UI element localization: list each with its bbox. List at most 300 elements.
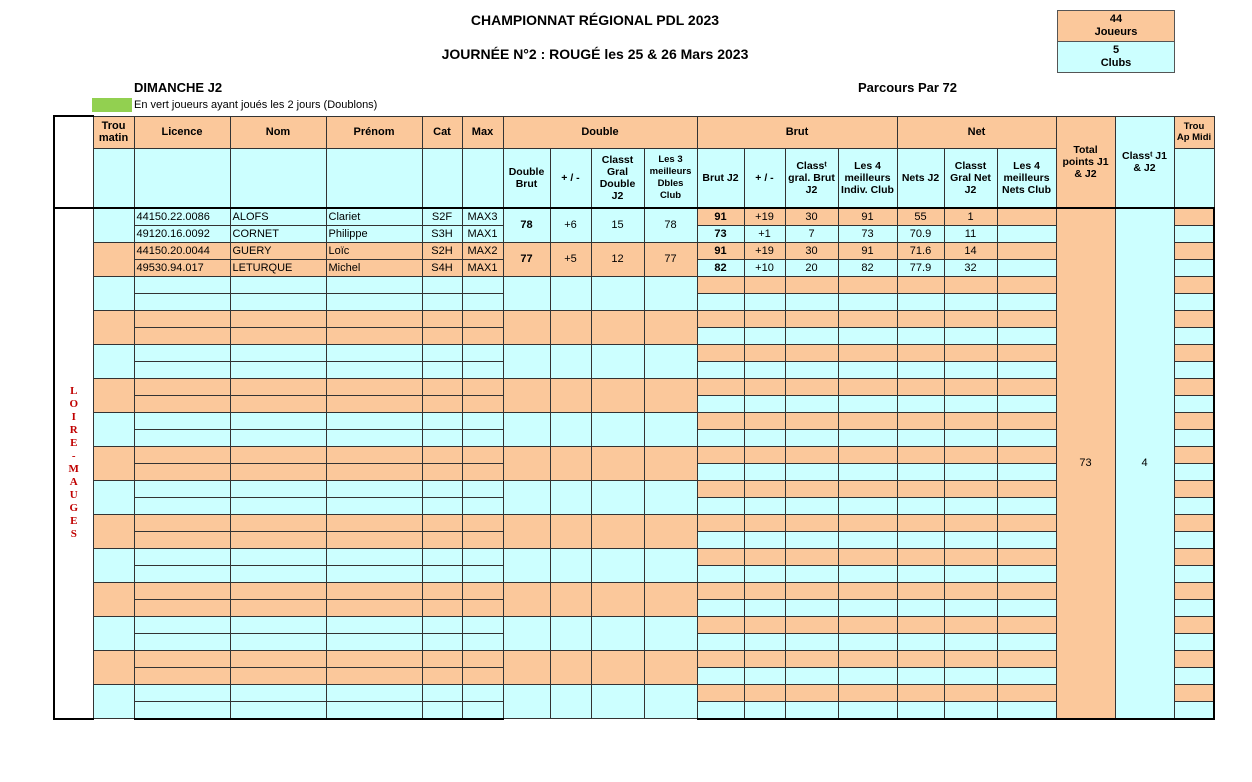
max-cell bbox=[462, 684, 503, 701]
brut-classt-cell bbox=[785, 276, 838, 293]
net-j2-cell bbox=[897, 616, 944, 633]
net-j2-cell bbox=[897, 293, 944, 310]
nom-cell bbox=[230, 684, 326, 701]
licence-cell bbox=[134, 480, 230, 497]
licence-cell bbox=[134, 463, 230, 480]
results-table bbox=[53, 115, 1215, 720]
double-best3-cell bbox=[644, 616, 697, 650]
brut-j2-cell: 91 bbox=[697, 208, 744, 226]
net-j2-cell bbox=[897, 463, 944, 480]
col-nets-j2: Nets J2 bbox=[897, 148, 944, 208]
brut-classt-cell bbox=[785, 599, 838, 616]
double-brut-cell bbox=[503, 684, 550, 719]
prenom-cell bbox=[326, 412, 422, 429]
double-brut-cell bbox=[503, 310, 550, 344]
max-cell bbox=[462, 446, 503, 463]
legend-green-swatch bbox=[92, 98, 132, 112]
max-cell bbox=[462, 276, 503, 293]
brut-best4-cell bbox=[838, 327, 897, 344]
brut-pm-cell: +10 bbox=[744, 259, 785, 276]
licence-cell bbox=[134, 565, 230, 582]
table-row bbox=[54, 412, 1214, 429]
trou-ap-midi-cell bbox=[1174, 684, 1214, 701]
net-classt-cell bbox=[944, 412, 997, 429]
max-cell bbox=[462, 395, 503, 412]
double-classt-cell bbox=[591, 582, 644, 616]
licence-cell: 44150.22.0086 bbox=[134, 208, 230, 226]
max-cell: MAX1 bbox=[462, 225, 503, 242]
cat-cell bbox=[422, 480, 462, 497]
col-brut: Brut bbox=[697, 116, 897, 148]
brut-pm-cell bbox=[744, 497, 785, 514]
prenom-cell: Philippe bbox=[326, 225, 422, 242]
net-j2-cell bbox=[897, 344, 944, 361]
trou-ap-midi-cell bbox=[1174, 514, 1214, 531]
net-best4-cell bbox=[997, 565, 1056, 582]
net-classt-cell bbox=[944, 463, 997, 480]
brut-best4-cell bbox=[838, 378, 897, 395]
prenom-cell bbox=[326, 395, 422, 412]
brut-pm-cell bbox=[744, 633, 785, 650]
trou-ap-midi-cell bbox=[1174, 446, 1214, 463]
brut-best4-cell bbox=[838, 531, 897, 548]
double-brut-cell bbox=[503, 412, 550, 446]
col-les3-dbles: Les 3 meilleurs Dbles Club bbox=[644, 148, 697, 208]
brut-best4-cell bbox=[838, 701, 897, 719]
nom-cell bbox=[230, 276, 326, 293]
cat-cell bbox=[422, 395, 462, 412]
licence-cell bbox=[134, 327, 230, 344]
brut-j2-cell bbox=[697, 276, 744, 293]
licence-cell bbox=[134, 616, 230, 633]
net-best4-cell bbox=[997, 412, 1056, 429]
col-les4-brut: Les 4 meilleurs Indiv. Club bbox=[838, 148, 897, 208]
brut-pm-cell bbox=[744, 276, 785, 293]
double-best3-cell bbox=[644, 480, 697, 514]
prenom-cell bbox=[326, 701, 422, 719]
net-classt-cell bbox=[944, 582, 997, 599]
brut-pm-cell bbox=[744, 616, 785, 633]
net-j2-cell bbox=[897, 395, 944, 412]
double-classt-cell bbox=[591, 480, 644, 514]
brut-j2-cell bbox=[697, 565, 744, 582]
trou-ap-midi-cell bbox=[1174, 378, 1214, 395]
double-pm-cell bbox=[550, 480, 591, 514]
course-label: Parcours Par 72 bbox=[858, 80, 958, 95]
net-j2-cell bbox=[897, 633, 944, 650]
brut-pm-cell bbox=[744, 565, 785, 582]
max-cell bbox=[462, 344, 503, 361]
net-best4-cell bbox=[997, 548, 1056, 565]
net-j2-cell bbox=[897, 446, 944, 463]
prenom-cell bbox=[326, 327, 422, 344]
nom-cell bbox=[230, 650, 326, 667]
net-classt-cell bbox=[944, 293, 997, 310]
cat-cell bbox=[422, 327, 462, 344]
licence-cell bbox=[134, 548, 230, 565]
brut-best4-cell bbox=[838, 310, 897, 327]
net-classt-cell bbox=[944, 650, 997, 667]
brut-pm-cell bbox=[744, 667, 785, 684]
double-best3-cell bbox=[644, 378, 697, 412]
col-prenom: Prénom bbox=[326, 116, 422, 148]
nom-cell bbox=[230, 361, 326, 378]
double-classt-cell bbox=[591, 446, 644, 480]
table-row bbox=[54, 684, 1214, 701]
nom-cell: GUERY bbox=[230, 242, 326, 259]
max-cell bbox=[462, 378, 503, 395]
net-classt-cell bbox=[944, 276, 997, 293]
brut-classt-cell bbox=[785, 565, 838, 582]
prenom-cell bbox=[326, 463, 422, 480]
double-pm-cell bbox=[550, 582, 591, 616]
double-brut-cell: 78 bbox=[503, 208, 550, 243]
brut-j2-cell bbox=[697, 531, 744, 548]
cat-cell bbox=[422, 531, 462, 548]
net-j2-cell bbox=[897, 378, 944, 395]
prenom-cell bbox=[326, 667, 422, 684]
brut-j2-cell bbox=[697, 582, 744, 599]
cat-cell bbox=[422, 667, 462, 684]
cat-cell bbox=[422, 276, 462, 293]
nom-cell: CORNET bbox=[230, 225, 326, 242]
brut-classt-cell bbox=[785, 684, 838, 701]
table-row bbox=[54, 514, 1214, 531]
cat-cell bbox=[422, 582, 462, 599]
trou-ap-midi-cell bbox=[1174, 463, 1214, 480]
double-brut-cell bbox=[503, 514, 550, 548]
double-brut-cell bbox=[503, 446, 550, 480]
double-best3-cell bbox=[644, 276, 697, 310]
trou-matin-cell bbox=[93, 616, 134, 650]
players-label: Joueurs bbox=[1094, 26, 1138, 38]
trou-ap-midi-cell bbox=[1174, 310, 1214, 327]
clubs-label: Clubs bbox=[1100, 57, 1132, 69]
net-classt-cell: 1 bbox=[944, 208, 997, 226]
double-brut-cell bbox=[503, 548, 550, 582]
licence-cell bbox=[134, 395, 230, 412]
brut-j2-cell bbox=[697, 633, 744, 650]
net-j2-cell bbox=[897, 310, 944, 327]
trou-matin-cell bbox=[93, 446, 134, 480]
brut-pm-cell bbox=[744, 412, 785, 429]
net-classt-cell bbox=[944, 429, 997, 446]
net-j2-cell bbox=[897, 650, 944, 667]
brut-j2-cell bbox=[697, 310, 744, 327]
clubs-count: 5 bbox=[1112, 44, 1120, 56]
double-pm-cell bbox=[550, 378, 591, 412]
brut-j2-cell bbox=[697, 497, 744, 514]
cat-cell bbox=[422, 429, 462, 446]
table-row bbox=[54, 208, 1214, 226]
brut-best4-cell bbox=[838, 429, 897, 446]
brut-best4-cell bbox=[838, 463, 897, 480]
nom-cell bbox=[230, 344, 326, 361]
trou-ap-midi-cell bbox=[1174, 599, 1214, 616]
double-classt-cell bbox=[591, 616, 644, 650]
brut-classt-cell bbox=[785, 497, 838, 514]
prenom-cell bbox=[326, 310, 422, 327]
max-cell bbox=[462, 310, 503, 327]
prenom-cell bbox=[326, 548, 422, 565]
trou-ap-midi-cell bbox=[1174, 344, 1214, 361]
double-classt-cell bbox=[591, 548, 644, 582]
brut-best4-cell bbox=[838, 412, 897, 429]
licence-cell bbox=[134, 361, 230, 378]
nom-cell bbox=[230, 531, 326, 548]
prenom-cell bbox=[326, 446, 422, 463]
brut-best4-cell bbox=[838, 565, 897, 582]
brut-best4-cell bbox=[838, 582, 897, 599]
trou-ap-midi-cell bbox=[1174, 395, 1214, 412]
licence-cell bbox=[134, 701, 230, 719]
net-best4-cell bbox=[997, 463, 1056, 480]
trou-matin-cell bbox=[93, 548, 134, 582]
brut-j2-cell bbox=[697, 378, 744, 395]
net-best4-cell bbox=[997, 480, 1056, 497]
double-brut-cell bbox=[503, 344, 550, 378]
net-best4-cell bbox=[997, 429, 1056, 446]
cat-cell bbox=[422, 361, 462, 378]
trou-matin-cell bbox=[93, 310, 134, 344]
brut-j2-cell bbox=[697, 327, 744, 344]
nom-cell bbox=[230, 480, 326, 497]
brut-j2-cell bbox=[697, 480, 744, 497]
double-brut-cell bbox=[503, 650, 550, 684]
net-best4-cell bbox=[997, 225, 1056, 242]
double-pm-cell bbox=[550, 514, 591, 548]
net-j2-cell bbox=[897, 327, 944, 344]
net-classt-cell: 32 bbox=[944, 259, 997, 276]
double-classt-cell bbox=[591, 276, 644, 310]
prenom-cell bbox=[326, 684, 422, 701]
max-cell bbox=[462, 667, 503, 684]
brut-pm-cell bbox=[744, 361, 785, 378]
net-best4-cell bbox=[997, 276, 1056, 293]
nom-cell bbox=[230, 701, 326, 719]
net-best4-cell bbox=[997, 242, 1056, 259]
brut-classt-cell bbox=[785, 463, 838, 480]
double-best3-cell bbox=[644, 344, 697, 378]
net-best4-cell bbox=[997, 208, 1056, 226]
net-classt-cell bbox=[944, 531, 997, 548]
nom-cell bbox=[230, 582, 326, 599]
prenom-cell bbox=[326, 582, 422, 599]
brut-classt-cell bbox=[785, 582, 838, 599]
double-pm-cell bbox=[550, 684, 591, 719]
brut-pm-cell bbox=[744, 531, 785, 548]
net-j2-cell bbox=[897, 361, 944, 378]
trou-matin-cell bbox=[93, 242, 134, 276]
brut-pm-cell bbox=[744, 327, 785, 344]
brut-j2-cell bbox=[697, 616, 744, 633]
licence-cell bbox=[134, 412, 230, 429]
col-classt-gral-net: Classt Gral Net J2 bbox=[944, 148, 997, 208]
trou-ap-midi-cell bbox=[1174, 650, 1214, 667]
club-total-points: 73 bbox=[1056, 208, 1115, 719]
net-classt-cell bbox=[944, 344, 997, 361]
double-best3-cell bbox=[644, 412, 697, 446]
brut-pm-cell bbox=[744, 378, 785, 395]
double-brut-cell bbox=[503, 276, 550, 310]
prenom-cell bbox=[326, 480, 422, 497]
licence-cell: 44150.20.0044 bbox=[134, 242, 230, 259]
prenom-cell bbox=[326, 633, 422, 650]
brut-j2-cell bbox=[697, 463, 744, 480]
brut-pm-cell bbox=[744, 293, 785, 310]
double-best3-cell bbox=[644, 650, 697, 684]
brut-j2-cell bbox=[697, 599, 744, 616]
club-name: L O I R E - M A U G E S bbox=[68, 385, 79, 540]
max-cell: MAX2 bbox=[462, 242, 503, 259]
cat-cell bbox=[422, 599, 462, 616]
brut-best4-cell bbox=[838, 344, 897, 361]
licence-cell bbox=[134, 684, 230, 701]
brut-classt-cell bbox=[785, 650, 838, 667]
net-classt-cell: 14 bbox=[944, 242, 997, 259]
net-j2-cell bbox=[897, 667, 944, 684]
brut-classt-cell: 30 bbox=[785, 208, 838, 226]
table-row bbox=[54, 548, 1214, 565]
net-classt-cell bbox=[944, 616, 997, 633]
max-cell bbox=[462, 497, 503, 514]
max-cell bbox=[462, 429, 503, 446]
double-best3-cell bbox=[644, 548, 697, 582]
brut-best4-cell bbox=[838, 616, 897, 633]
brut-classt-cell bbox=[785, 667, 838, 684]
net-classt-cell bbox=[944, 480, 997, 497]
net-classt-cell: 11 bbox=[944, 225, 997, 242]
net-j2-cell bbox=[897, 565, 944, 582]
trou-ap-midi-cell bbox=[1174, 497, 1214, 514]
brut-best4-cell bbox=[838, 599, 897, 616]
net-best4-cell bbox=[997, 616, 1056, 633]
net-best4-cell bbox=[997, 344, 1056, 361]
brut-classt-cell bbox=[785, 293, 838, 310]
brut-pm-cell bbox=[744, 514, 785, 531]
double-brut-cell: 77 bbox=[503, 242, 550, 276]
brut-j2-cell bbox=[697, 412, 744, 429]
brut-best4-cell bbox=[838, 497, 897, 514]
net-j2-cell bbox=[897, 480, 944, 497]
net-best4-cell bbox=[997, 531, 1056, 548]
brut-classt-cell bbox=[785, 429, 838, 446]
net-j2-cell bbox=[897, 582, 944, 599]
cat-cell bbox=[422, 650, 462, 667]
max-cell bbox=[462, 701, 503, 719]
net-classt-cell bbox=[944, 395, 997, 412]
page-title: CHAMPIONNAT RÉGIONAL PDL 2023 bbox=[470, 12, 720, 28]
trou-ap-midi-cell bbox=[1174, 327, 1214, 344]
header-row-1 bbox=[54, 116, 1214, 148]
brut-best4-cell: 73 bbox=[838, 225, 897, 242]
licence-cell bbox=[134, 497, 230, 514]
prenom-cell bbox=[326, 531, 422, 548]
max-cell bbox=[462, 361, 503, 378]
net-classt-cell bbox=[944, 701, 997, 719]
licence-cell bbox=[134, 344, 230, 361]
table-row bbox=[54, 616, 1214, 633]
brut-classt-cell bbox=[785, 361, 838, 378]
net-best4-cell bbox=[997, 684, 1056, 701]
trou-ap-midi-cell bbox=[1174, 259, 1214, 276]
header-row-2 bbox=[54, 148, 1214, 208]
col-double: Double bbox=[503, 116, 697, 148]
brut-classt-cell bbox=[785, 446, 838, 463]
players-count: 44 bbox=[1109, 13, 1123, 25]
double-brut-cell bbox=[503, 582, 550, 616]
net-best4-cell bbox=[997, 310, 1056, 327]
trou-matin-cell bbox=[93, 582, 134, 616]
max-cell: MAX3 bbox=[462, 208, 503, 226]
double-classt-cell bbox=[591, 310, 644, 344]
brut-pm-cell bbox=[744, 582, 785, 599]
double-best3-cell bbox=[644, 514, 697, 548]
max-cell bbox=[462, 650, 503, 667]
brut-pm-cell bbox=[744, 480, 785, 497]
max-cell bbox=[462, 480, 503, 497]
cat-cell bbox=[422, 446, 462, 463]
brut-best4-cell bbox=[838, 293, 897, 310]
double-classt-cell bbox=[591, 684, 644, 719]
prenom-cell bbox=[326, 361, 422, 378]
cat-cell: S3H bbox=[422, 225, 462, 242]
prenom-cell bbox=[326, 293, 422, 310]
col-double-brut: Double Brut bbox=[503, 148, 550, 208]
day-label: DIMANCHE J2 bbox=[134, 80, 223, 95]
double-best3-cell bbox=[644, 582, 697, 616]
licence-cell bbox=[134, 378, 230, 395]
licence-cell: 49120.16.0092 bbox=[134, 225, 230, 242]
trou-matin-cell bbox=[93, 480, 134, 514]
max-cell bbox=[462, 463, 503, 480]
net-j2-cell: 71.6 bbox=[897, 242, 944, 259]
double-best3-cell bbox=[644, 446, 697, 480]
brut-j2-cell bbox=[697, 361, 744, 378]
nom-cell: ALOFS bbox=[230, 208, 326, 226]
nom-cell: LETURQUE bbox=[230, 259, 326, 276]
brut-best4-cell bbox=[838, 446, 897, 463]
nom-cell bbox=[230, 327, 326, 344]
brut-j2-cell bbox=[697, 446, 744, 463]
cat-cell bbox=[422, 463, 462, 480]
brut-pm-cell bbox=[744, 463, 785, 480]
brut-classt-cell bbox=[785, 395, 838, 412]
brut-j2-cell: 91 bbox=[697, 242, 744, 259]
brut-best4-cell bbox=[838, 514, 897, 531]
nom-cell bbox=[230, 463, 326, 480]
net-j2-cell bbox=[897, 276, 944, 293]
net-best4-cell bbox=[997, 327, 1056, 344]
trou-matin-cell bbox=[93, 514, 134, 548]
net-best4-cell bbox=[997, 395, 1056, 412]
cat-cell bbox=[422, 633, 462, 650]
double-pm-cell bbox=[550, 446, 591, 480]
brut-classt-cell: 30 bbox=[785, 242, 838, 259]
prenom-cell bbox=[326, 565, 422, 582]
club-classement: 4 bbox=[1115, 208, 1174, 719]
net-classt-cell bbox=[944, 497, 997, 514]
cat-cell bbox=[422, 514, 462, 531]
nom-cell bbox=[230, 599, 326, 616]
brut-best4-cell bbox=[838, 650, 897, 667]
double-pm-cell bbox=[550, 548, 591, 582]
cat-cell bbox=[422, 565, 462, 582]
brut-j2-cell bbox=[697, 684, 744, 701]
brut-classt-cell bbox=[785, 701, 838, 719]
brut-best4-cell bbox=[838, 548, 897, 565]
table-row bbox=[54, 242, 1214, 259]
